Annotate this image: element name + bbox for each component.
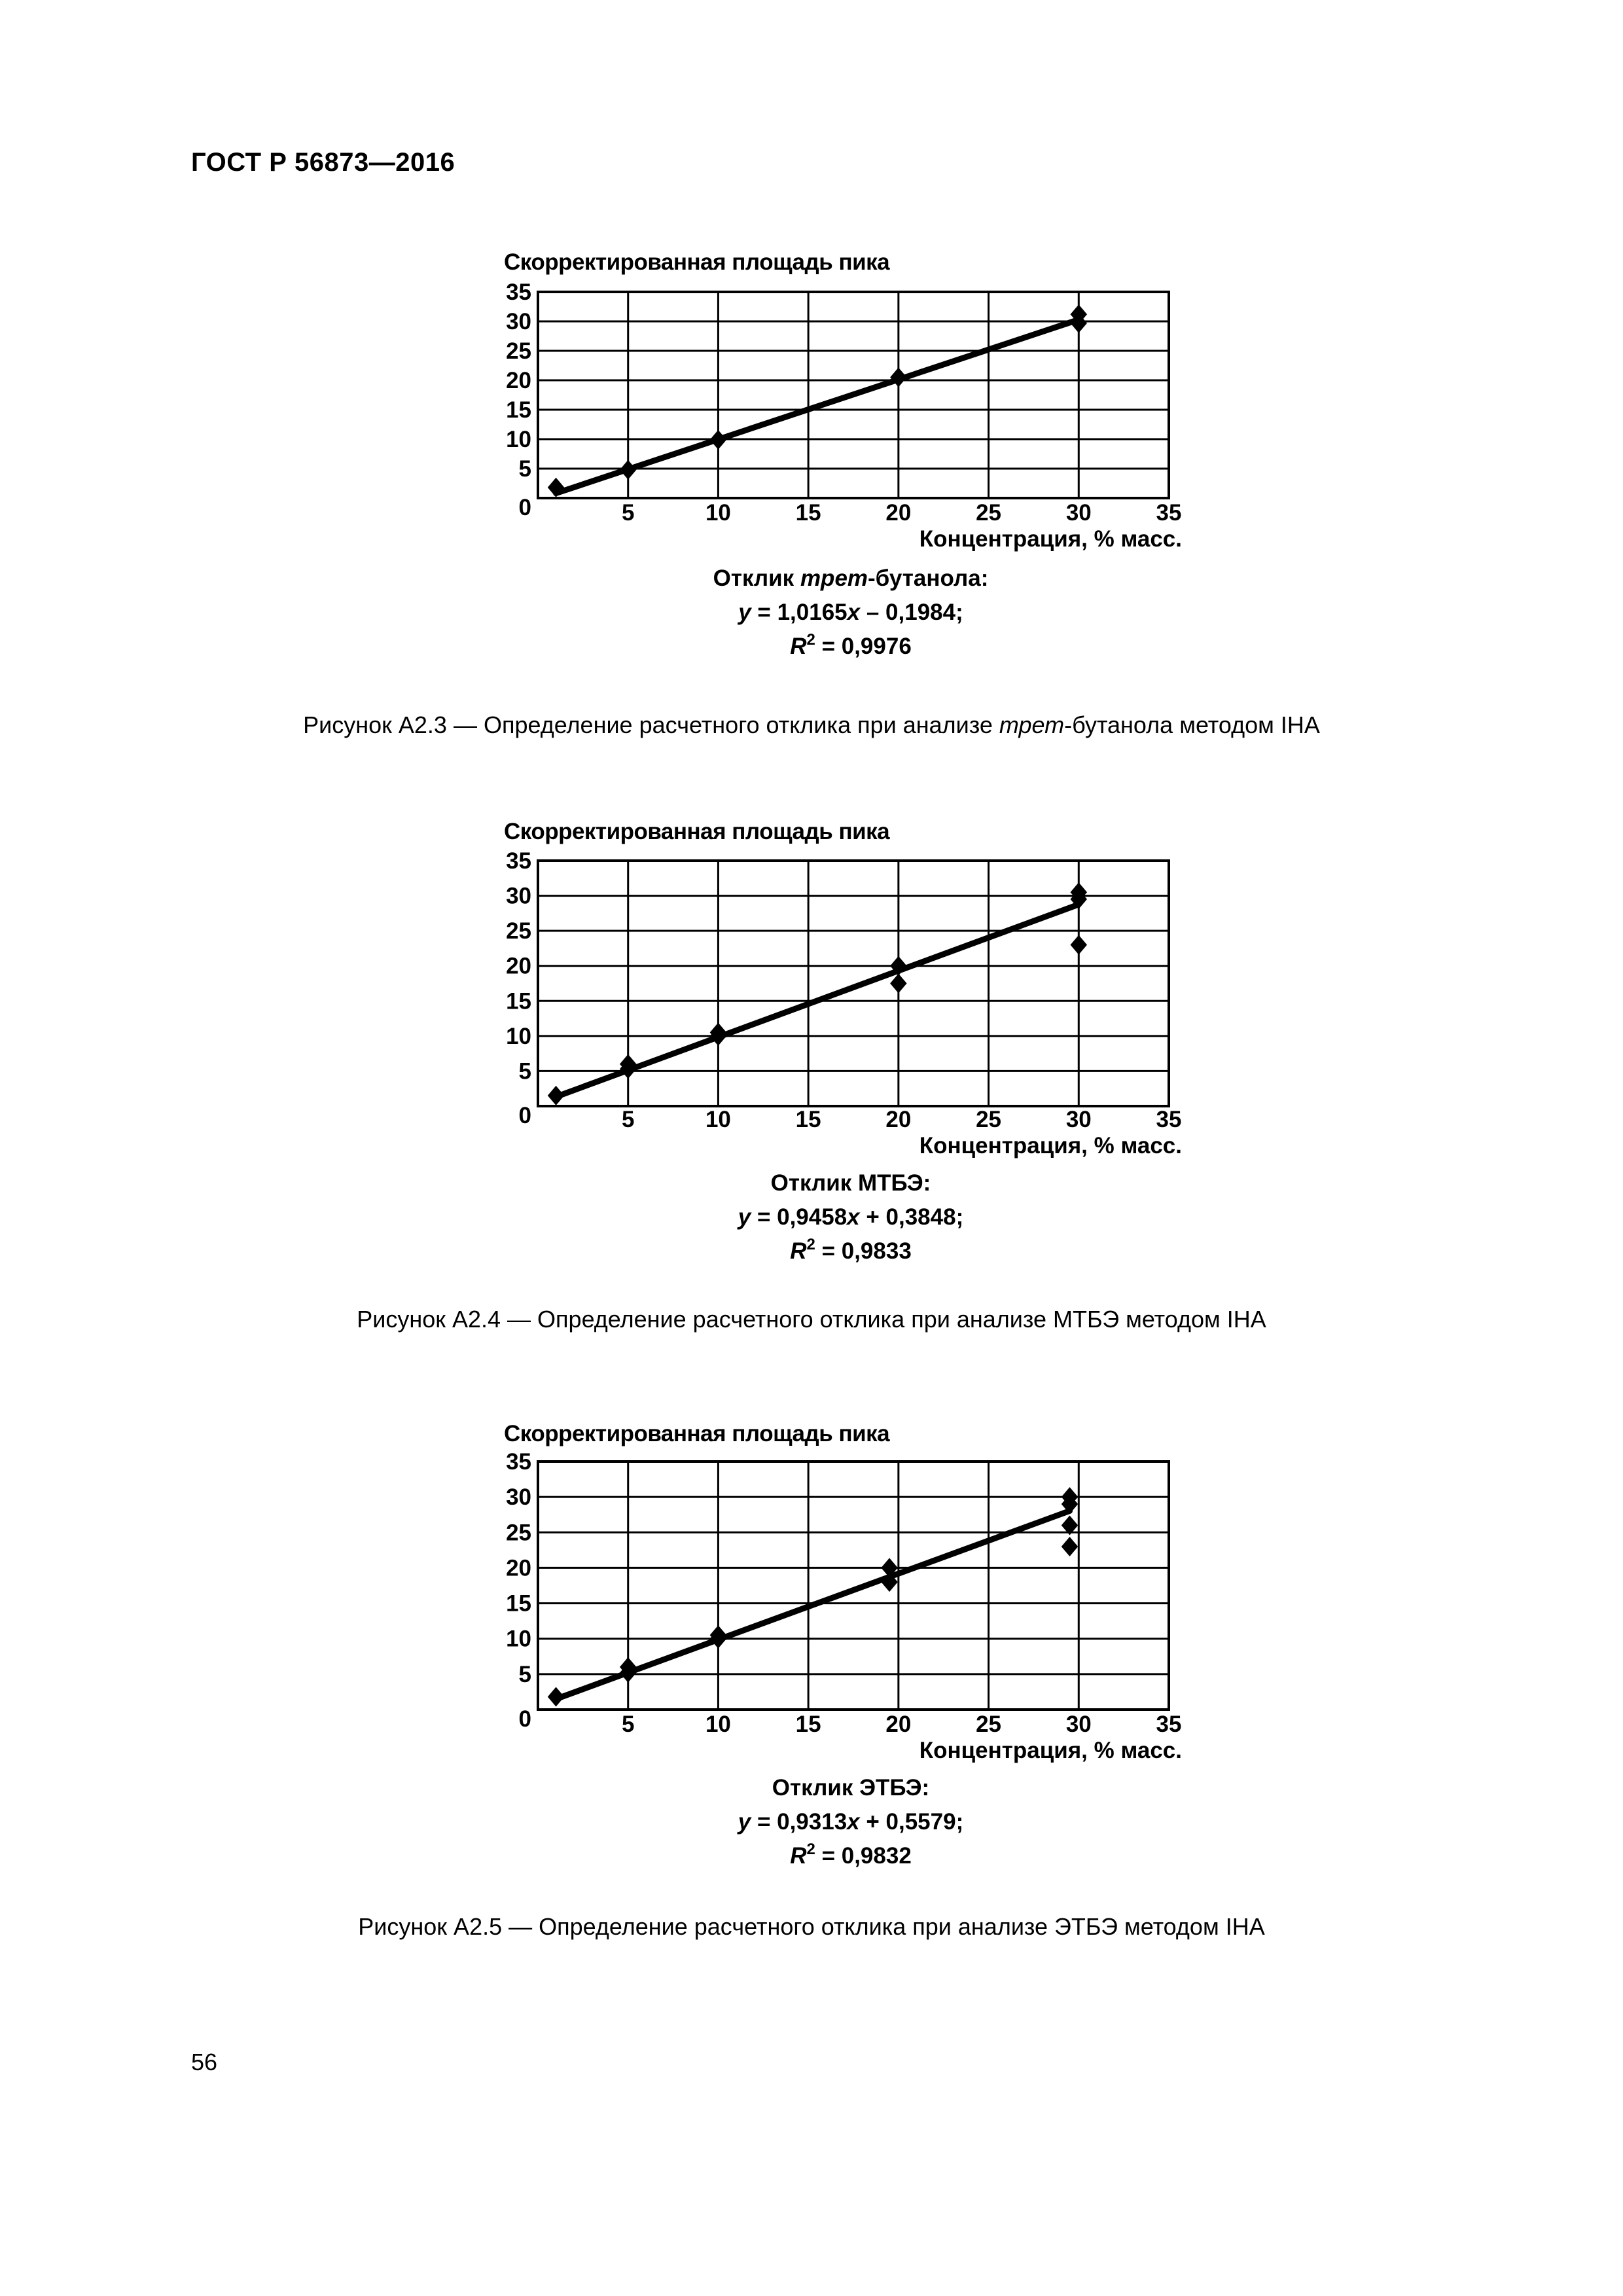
x-tick-label: 5	[621, 500, 635, 526]
y-tick-label: 5	[518, 1661, 531, 1687]
x-tick-label: 25	[976, 500, 1002, 526]
x-tick-label: 20	[885, 500, 912, 526]
y-tick-label: 10	[506, 427, 531, 452]
y-tick-label: 25	[506, 338, 531, 364]
y-tick-label: 25	[506, 1520, 531, 1546]
regression-equation: y = 0,9458x + 0,3848;	[738, 1204, 964, 1230]
x-tick-label: 30	[1065, 500, 1092, 526]
y-tick-label: 0	[518, 1103, 531, 1128]
y-tick-label: 20	[506, 368, 531, 393]
y-tick-label: 30	[506, 883, 531, 909]
y-axis-label: Скорректированная площадь пика	[504, 249, 890, 275]
x-axis-label: Концентрация, % масс.	[919, 526, 1182, 552]
y-tick-label: 15	[506, 1590, 531, 1617]
y-tick-label: 0	[518, 1706, 531, 1732]
x-tick-label: 20	[885, 1712, 912, 1737]
y-tick-label: 20	[506, 1555, 531, 1581]
y-tick-label: 35	[506, 848, 531, 874]
response-block	[622, 1771, 1080, 1873]
page-number: 56	[191, 2049, 218, 2075]
x-axis-label: Концентрация, % масс.	[919, 1738, 1182, 1763]
data-point	[1061, 1537, 1079, 1556]
y-tick-label: 15	[506, 988, 531, 1014]
y-tick-label: 10	[506, 1626, 531, 1652]
y-tick-label: 30	[506, 1484, 531, 1511]
y-axis-label: Скорректированная площадь пика	[504, 819, 890, 844]
x-tick-label: 15	[795, 500, 821, 526]
y-tick-label: 5	[518, 1058, 531, 1085]
x-tick-label: 10	[705, 1712, 731, 1737]
x-tick-label: 35	[1156, 1107, 1182, 1132]
figure-caption-a2-4: Рисунок А2.4 — Определение расчетного отклика при анализе МТБЭ методом IHA	[357, 1306, 1266, 1333]
x-tick-label: 10	[705, 500, 731, 526]
x-tick-label: 25	[976, 1712, 1002, 1737]
x-tick-label: 15	[795, 1712, 821, 1737]
response-label: Отклик ЭТБЭ:	[772, 1775, 930, 1801]
r-squared: $R^2 = 0,9976$	[790, 631, 912, 659]
y-tick-label: 10	[506, 1023, 531, 1049]
y-axis-label: Скорректированная площадь пика	[504, 1421, 890, 1446]
x-tick-label: 20	[885, 1107, 912, 1132]
y-tick-label: 20	[506, 953, 531, 979]
data-point	[548, 1687, 565, 1707]
x-tick-label: 35	[1156, 1712, 1182, 1737]
r-squared: $R^2 = 0,9832$	[790, 1840, 912, 1869]
document-header: ГОСТ Р 56873—2016	[191, 148, 455, 177]
figure-caption-a2-3: Рисунок А2.3 — Определение расчетного отклика при анализе трет-бутанола методом IHA	[303, 711, 1320, 738]
y-tick-label: 0	[518, 495, 531, 520]
x-tick-label: 5	[621, 1712, 635, 1737]
response-label: Отклик трет-бутанола:	[713, 565, 989, 591]
x-tick-label: 15	[795, 1107, 821, 1132]
regression-equation: y = 0,9313x + 0,5579;	[738, 1809, 964, 1835]
x-tick-label: 35	[1156, 500, 1182, 526]
y-tick-label: 5	[518, 456, 531, 482]
y-tick-label: 35	[506, 279, 531, 305]
r-squared: $R^2 = 0,9833$	[790, 1236, 912, 1264]
x-tick-label: 5	[621, 1107, 635, 1132]
y-tick-label: 25	[506, 918, 531, 944]
x-tick-label: 30	[1065, 1712, 1092, 1737]
y-tick-label: 35	[506, 1449, 531, 1475]
figure-caption-a2-5: Рисунок А2.5 — Определение расчетного отклика при анализе ЭТБЭ методом IHA	[358, 1913, 1265, 1940]
x-axis-label: Концентрация, % масс.	[919, 1133, 1182, 1158]
y-tick-label: 15	[506, 397, 531, 423]
x-tick-label: 10	[705, 1107, 731, 1132]
x-tick-label: 30	[1065, 1107, 1092, 1132]
x-tick-label: 25	[976, 1107, 1002, 1132]
response-label: Отклик МТБЭ:	[770, 1170, 931, 1196]
y-tick-label: 30	[506, 309, 531, 334]
regression-equation: y = 1,0165x – 0,1984;	[738, 600, 963, 625]
